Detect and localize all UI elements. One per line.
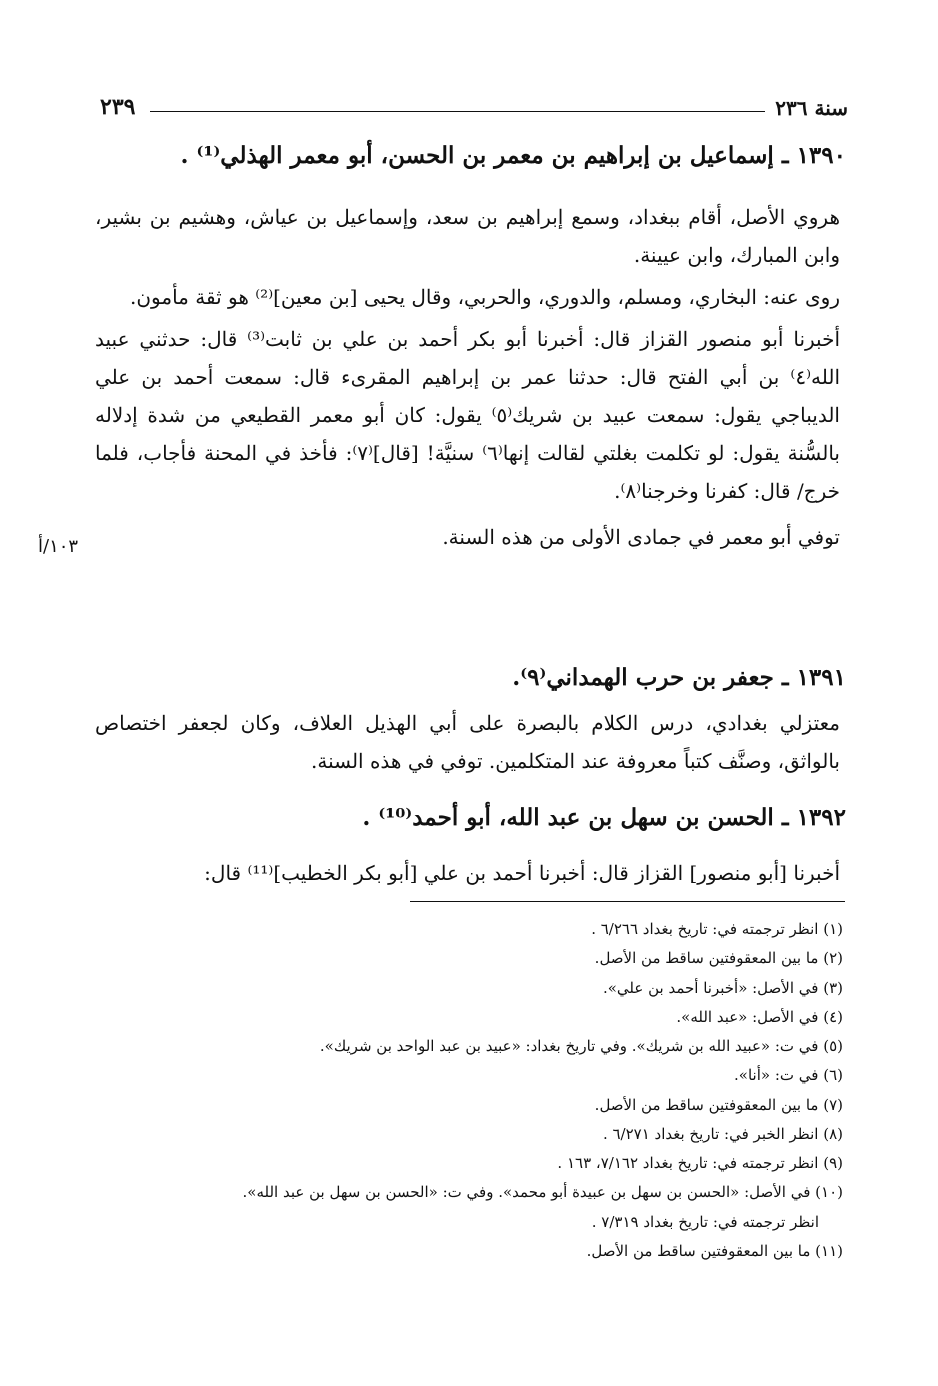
footnote-10: (١٠) في الأصل: «الحسن بن سهل بن عبيدة أبو محمد». وفي ت: «الحسن بن سهل بن عبد الله». <box>242 1183 843 1202</box>
entry-1390-paragraph-4: توفي أبو معمر في جمادى الأولى من هذه السنة. <box>442 525 840 549</box>
footnote-3: (٣) في الأصل: «أخبرنا أحمد بن علي». <box>602 978 843 997</box>
entry-1392-paragraph-1: أخبرنا [أبو منصور] القزاز قال: أخبرنا أحمد بن علي [أبو بكر الخطيب]⁽¹¹⁾ قال: <box>204 861 840 885</box>
entry-title-1391: ١٣٩١ ـ جعفر بن حرب الهمداني⁽٩⁾. <box>512 664 846 691</box>
header-rule <box>150 111 765 112</box>
footnote-1: (١) انظر ترجمته في: تاريخ بغداد ٦/٢٦٦ . <box>591 920 843 938</box>
entry-title-1392: ١٣٩٢ ـ الحسن بن سهل بن عبد الله، أبو أحمد⁽¹⁰⁾ . <box>362 804 846 831</box>
footnote-9: (٩) انظر ترجمته في: تاريخ بغداد ٧/١٦٢، ١٦٣ . <box>557 1154 843 1172</box>
footnote-2: (٢) ما بين المعقوفتين ساقط من الأصل. <box>594 949 843 968</box>
footnote-8: (٨) انظر الخبر في: تاريخ بغداد ٦/٢٧١ . <box>602 1124 843 1143</box>
footnote-4: (٤) في الأصل: «عبد الله». <box>676 1007 843 1026</box>
running-title: سنة ٢٣٦ <box>775 96 848 120</box>
footnote-5: (٥) في ت: «عبيد الله بن شريك». وفي تاريخ بغداد: «عبيد بن عبد الواحد بن شريك». <box>319 1037 843 1055</box>
footnote-10-continued: انظر ترجمته في: تاريخ بغداد ٧/٣١٩ . <box>591 1212 819 1231</box>
entry-1391-paragraph-1: معتزلي بغدادي، درس الكلام بالبصرة على أبي الهذيل العلاف، وكان لجعفر اختصاص بالواثق، وصنَّف كتباً معروفة عند المتكلمين. توفي في هذه السنة. <box>95 711 840 773</box>
entry-1390-paragraph-2: روى عنه: البخاري، ومسلم، والدوري، والحربي، وقال يحيى [بن معين]⁽²⁾ هو ثقة مأمون. <box>129 285 840 309</box>
entry-1390-body <box>95 198 840 556</box>
entry-1390-paragraph-3: أخبرنا أبو منصور القزاز قال: أخبرنا أبو بكر أحمد بن علي بن ثابت⁽³⁾ قال: حدثني عبيد الله⁽٤⁾ بن أبي الفتح قال: حدثنا عمر بن إبراهيم المقرىء قال: سمعت أحمد بن علي الديباجي يقول: سمعت عبيد بن شريك⁽٥⁾ يقول: كان أبو معمر القطيعي من شدة إدلاله بالسُّنة يقول: لو تكلمت بغلتي لقالت إنها⁽٦⁾ سنيَّة! [قال]⁽٧⁾: فأخذ في المحنة فأجاب، فلما خرج/ قال: كفرنا وخرجنا⁽٨⁾. <box>95 327 841 503</box>
entry-1390-paragraph-1: هروي الأصل، أقام ببغداد، وسمع إبراهيم بن سعد، وإسماعيل بن عياش، وهشيم بن بشير، وابن المبارك، وابن عيينة. <box>95 205 840 267</box>
footnote-rule <box>410 901 845 902</box>
footnotes <box>98 915 843 1266</box>
footnote-7: (٧) ما بين المعقوفتين ساقط من الأصل. <box>594 1095 843 1114</box>
footnote-6: (٦) في ت: «أنا». <box>734 1066 843 1085</box>
entry-title-1390: ١٣٩٠ ـ إسماعيل بن إبراهيم بن معمر بن الحسن، أبو معمر الهذلي⁽¹⁾ . <box>180 142 846 169</box>
margin-folio-note: ١٠٣/أ <box>38 536 79 557</box>
page-number: ٢٣٩ <box>100 94 136 120</box>
footnote-11: (١١) ما بين المعقوفتين ساقط من الأصل. <box>586 1241 843 1260</box>
